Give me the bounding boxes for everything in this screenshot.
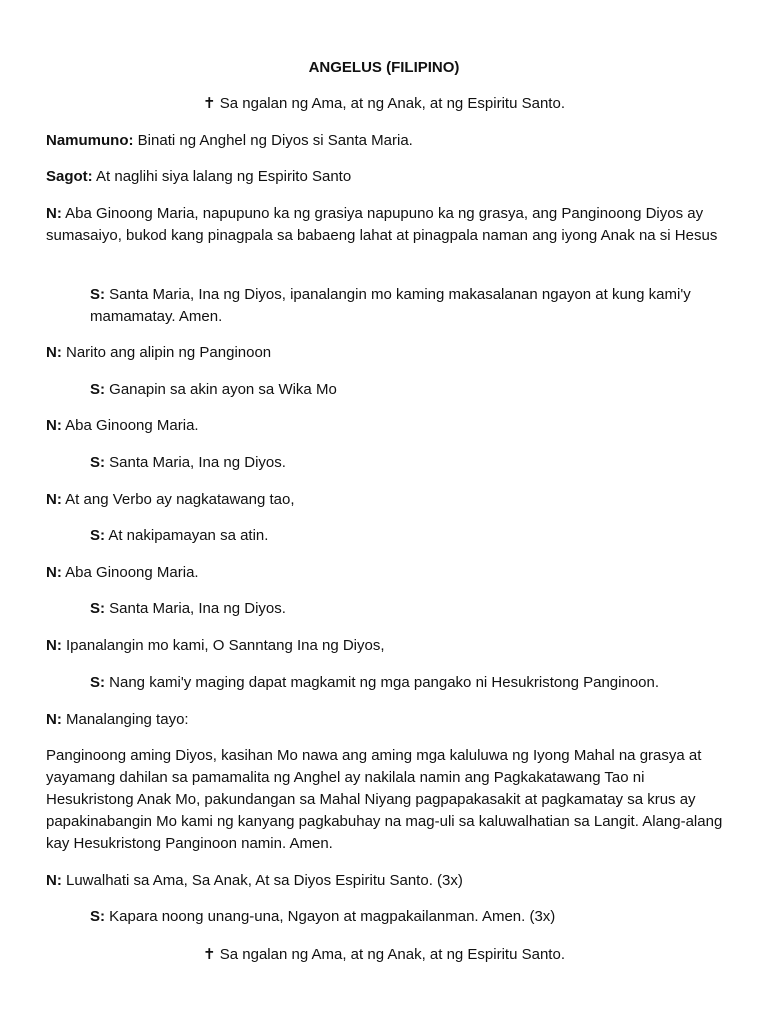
speaker-label: S: [90, 454, 105, 471]
response-line [90, 672, 659, 694]
leader-line [46, 635, 385, 657]
speaker-label: S: [90, 527, 105, 544]
speaker-label: N: [46, 417, 62, 434]
leader-line [46, 203, 736, 247]
document-title: ANGELUS (FILIPINO) [308, 59, 460, 76]
line-text: At ang Verbo ay nagkatawang tao, [61, 491, 295, 508]
line-text: Aba Ginoong Maria, napupuno ka ng grasiya napupuno ka ng grasya, ang Panginoong Diyos ay sumasaiyo, bukod kang pinagpala sa babaeng lahat at pinagpala naman ang iyong Anak na si Hesus [46, 205, 718, 244]
closing-sign-of-cross [0, 944, 768, 966]
speaker-label: N: [46, 711, 62, 728]
line-text: Aba Ginoong Maria. [61, 564, 199, 581]
line-text: Ipanalangin mo kami, O Sanntang Ina ng Diyos, [61, 637, 385, 654]
line-text: Santa Maria, Ina ng Diyos, ipanalangin mo kaming makasalanan ngayon at kung kami'y mamamatay. Amen. [90, 286, 691, 325]
speaker-label: N: [46, 344, 62, 361]
speaker-label: S: [90, 381, 105, 398]
line-text: At naglihi siya lalang ng Espirito Santo [92, 168, 352, 185]
line-text: Santa Maria, Ina ng Diyos. [105, 600, 286, 617]
leader-line [46, 709, 189, 731]
line-text: Manalanging tayo: [61, 711, 189, 728]
opening-sign-of-cross [0, 93, 768, 115]
response-line [46, 166, 351, 188]
line-text: Narito ang alipin ng Panginoon [61, 344, 272, 361]
cross-icon: ✝ [203, 946, 216, 963]
response-line [90, 906, 555, 928]
speaker-label: S: [90, 600, 105, 617]
cross-icon: ✝ [203, 95, 216, 112]
line-text: Nang kami'y maging dapat magkamit ng mga pangako ni Hesukristong Panginoon. [105, 674, 660, 691]
line-text: Binati ng Anghel ng Diyos si Santa Maria. [133, 132, 413, 149]
speaker-label: N: [46, 491, 62, 508]
opening-text: Sa ngalan ng Ama, at ng Anak, at ng Espiritu Santo. [215, 95, 565, 112]
line-text: Ganapin sa akin ayon sa Wika Mo [105, 381, 337, 398]
speaker-label: N: [46, 872, 62, 889]
leader-line [46, 342, 271, 364]
speaker-label: S: [90, 908, 105, 925]
speaker-label: S: [90, 674, 105, 691]
leader-line [46, 562, 199, 584]
response-line [90, 379, 337, 401]
response-line [90, 452, 286, 474]
speaker-label: N: [46, 637, 62, 654]
speaker-label: N: [46, 564, 62, 581]
speaker-label: S: [90, 286, 105, 303]
line-text: Aba Ginoong Maria. [61, 417, 199, 434]
closing-text: Sa ngalan ng Ama, at ng Anak, at ng Espiritu Santo. [215, 946, 565, 963]
speaker-label: N: [46, 205, 62, 222]
closing-prayer: Panginoong aming Diyos, kasihan Mo nawa ang aming mga kaluluwa ng Iyong Mahal na grasya at yayamang dahilan sa pamamalita ng Anghel ay nakilala namin ang Pagkakatawang Tao ni Hesukristong Anak Mo, pakundangan sa Mahal Niyang pagpapakasakit at pagkamatay sa krus ay papakinabangin Mo kami ng kanyang pagkabuhay na mag-uli sa kaluwalhatian sa Langit. Alang-alang kay Hesukristong Panginoon namin. Amen. [46, 747, 723, 852]
speaker-label: Sagot: [46, 168, 93, 185]
line-text: At nakipamayan sa atin. [105, 527, 269, 544]
line-text: Santa Maria, Ina ng Diyos. [105, 454, 286, 471]
speaker-label: Namumuno: [46, 132, 134, 149]
response-line [90, 525, 268, 547]
line-text: Luwalhati sa Ama, Sa Anak, At sa Diyos Espiritu Santo. (3x) [61, 872, 463, 889]
leader-line [46, 415, 199, 437]
line-text: Kapara noong unang-una, Ngayon at magpakailanman. Amen. (3x) [105, 908, 556, 925]
leader-line [46, 870, 463, 892]
response-line [90, 284, 710, 328]
response-line [90, 598, 286, 620]
leader-line [46, 130, 413, 152]
leader-line [46, 489, 295, 511]
